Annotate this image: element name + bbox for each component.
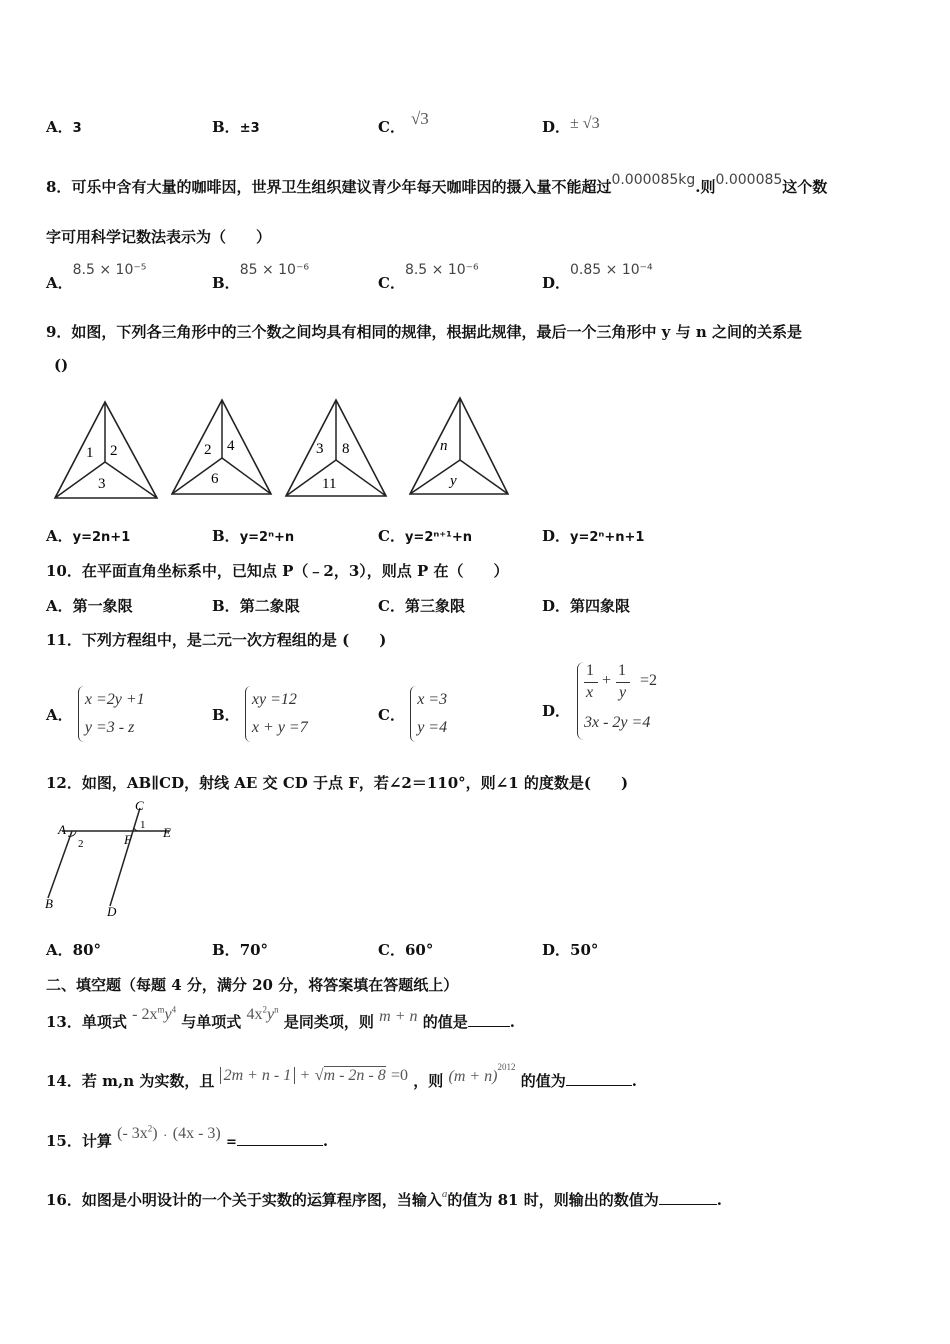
q9-question: 9．如图，下列各三角形中的三个数之间均具有相同的规律，根据此规律，最后一个三角形中 y 与 n 之间的关系是	[46, 323, 802, 341]
svg-text:F: F	[124, 832, 132, 847]
triangle-3	[286, 400, 386, 496]
q12-figure	[40, 798, 190, 923]
q11-option-c: C． x =3 y =4	[378, 686, 447, 742]
q10-option-a: A．第一象限	[46, 597, 133, 615]
q8-option-b: B．85 × 10⁻⁶	[212, 262, 309, 292]
q8-option-a: A．8.5 × 10⁻⁵	[46, 262, 147, 292]
triangle-2-left: 2	[204, 442, 212, 458]
triangle-3-bottom: 11	[322, 476, 337, 492]
svg-text:1: 1	[140, 819, 146, 831]
svg-text:2: 2	[78, 838, 84, 850]
triangle-3-left: 3	[316, 441, 324, 457]
q12-question: 12．如图，AB∥CD，射线 AE 交 CD 于点 F，若∠2＝110°，则∠1 的度数是( )	[46, 774, 629, 792]
triangle-1-right: 2	[110, 443, 118, 459]
q11-question: 11．下列方程组中，是二元一次方程组的是 ( )	[46, 631, 387, 649]
q12-option-c: C．60°	[378, 941, 434, 959]
q11-option-d-system: 1 x + 1 y =2 3x - 2y =4	[577, 662, 684, 740]
triangle-2-right: 4	[227, 438, 235, 454]
svg-text:A: A	[58, 822, 66, 837]
q7-option-b: B．±3	[212, 118, 260, 136]
triangle-1-left: 1	[86, 445, 94, 461]
q8-question-line2: 字可用科学记数法表示为（ ）	[46, 228, 272, 246]
q10-option-b: B．第二象限	[212, 597, 300, 615]
q7-option-c: C． √3	[378, 109, 429, 136]
q10-option-d: D．第四象限	[542, 597, 631, 615]
q11-option-d-letter: D．	[542, 702, 571, 720]
q8-option-d: D．0.85 × 10⁻⁴	[542, 262, 653, 292]
q8-question: 8．可乐中含有大量的咖啡因，世界卫生组织建议青少年每天咖啡因的摄入量不能超过0.000085kg.则0.000085这个数	[46, 172, 828, 196]
svg-text:C: C	[135, 798, 144, 813]
triangle-4-left: n	[440, 438, 448, 454]
triangle-4-bottom: y	[450, 473, 457, 489]
q12-option-d: D．50°	[542, 941, 599, 959]
q9-option-a: A．y=2n+1	[46, 527, 131, 545]
q7-option-d: D．± √3	[542, 115, 600, 136]
q12-option-a: A．80°	[46, 941, 102, 959]
q9-option-c: C．y=2ⁿ⁺¹+n	[378, 527, 472, 545]
q10-question: 10．在平面直角坐标系中，已知点 P（﹣2，3），则点 P 在（ ）	[46, 562, 509, 580]
q9-triangles-figure	[40, 390, 520, 510]
q12-option-b: B．70°	[212, 941, 269, 959]
triangle-3-right: 8	[342, 441, 350, 457]
q9-question-line2: ()	[54, 356, 69, 374]
svg-text:B: B	[45, 896, 53, 911]
q10-option-c: C．第三象限	[378, 597, 465, 615]
triangle-4	[410, 398, 508, 494]
triangle-1-bottom: 3	[98, 476, 106, 492]
q11-option-a: A． x =2y +1 y =3 - z	[46, 686, 145, 742]
q11-option-b: B． xy =12 x + y =7	[212, 686, 308, 742]
q14-question: 14．若 m,n 为实数，且 2m + n - 1 + √m - 2n - 8 =0 ，则 $(m + n)^{2012}$ 的值为 .	[46, 1062, 637, 1090]
q9-option-b: B．y=2ⁿ+n	[212, 527, 295, 545]
triangle-2-bottom: 6	[211, 471, 219, 487]
q9-option-d: D．y=2ⁿ+n+1	[542, 527, 645, 545]
q8-option-c: C．8.5 × 10⁻⁶	[378, 262, 479, 292]
triangle-2	[172, 400, 271, 494]
q16-question: 16．如图是小明设计的一个关于实数的运算程序图，当输入$^a$的值为 81 时，则输出的数值为 .	[46, 1188, 722, 1209]
q13-question: 13．单项式 - $2x^my^4$ 与单项式 $4x^2y^n$ 是同类项，则 m + n 的值是 .	[46, 1004, 515, 1031]
q7-option-a: A．3	[46, 118, 82, 136]
q15-question: 15．计算 (- $3x^2) \cdot (4x - 3)$ = .	[46, 1123, 329, 1150]
svg-text:E: E	[163, 825, 171, 840]
section-2-title: 二、填空题（每题 4 分，满分 20 分，将答案填在答题纸上）	[46, 976, 459, 994]
triangle-1	[55, 402, 157, 498]
svg-text:D: D	[107, 904, 117, 919]
